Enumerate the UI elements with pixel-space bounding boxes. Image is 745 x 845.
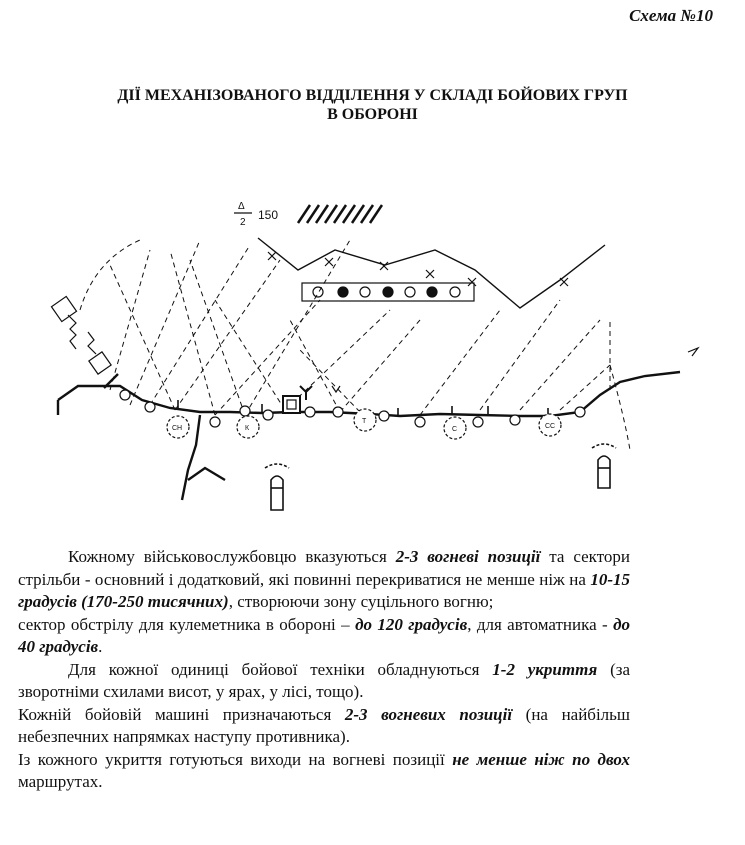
body-text	[18, 546, 630, 794]
fraction-top: Δ	[238, 201, 245, 212]
distance-label: 150	[258, 208, 279, 222]
wire-crosses	[268, 252, 568, 286]
paragraph-shelters: Для кожної одиниці бойової техніки обладнуються 1-2 укриття (за зворотніми схилами висот, у ярах, у лісі, тощо).	[18, 659, 630, 701]
direction-arrow	[688, 348, 698, 356]
paragraph-sectors: сектор обстрілу для кулеметника в обороні – до 120 градусів, для автоматника - до 40 градусів.	[18, 614, 631, 656]
command-posts	[51, 296, 111, 374]
position-label-t: Т	[362, 418, 367, 425]
title-line-2: В ОБОРОНІ	[327, 106, 418, 123]
defense-diagram	[0, 190, 745, 530]
mines	[313, 287, 460, 297]
title-line-1: ДІЇ МЕХАНІЗОВАНОГО ВІДДІЛЕННЯ У СКЛАДІ БОЙОВИХ ГРУП	[117, 87, 628, 104]
position-label-sn: СН	[172, 425, 183, 432]
firing-positions	[120, 390, 585, 427]
distance-marker	[234, 201, 278, 228]
hatch-marks	[298, 205, 382, 223]
paragraph-routes: Із кожного укриття готуються виходи на вогневі позиції не менше ніж по двох маршрутах.	[18, 749, 631, 791]
position-label-s: С	[452, 426, 458, 433]
schema-number: Схема №10	[629, 6, 713, 25]
position-label-k: К	[245, 425, 250, 432]
vehicle-shelters	[265, 444, 616, 510]
position-label-ss: СС	[545, 423, 556, 430]
paragraph-firing-positions: Кожному військовослужбовцю вказуються 2-3 вогневі позиції та сектори стрільби - основний і додатковий, які повинні перекриватися не менше ніж на 10-15 градусів (170-250 тисячних), створюючи зону суцільного вогню;	[18, 547, 631, 611]
paragraph-vehicle-positions: Кожній бойовій машині призначаються 2-3 вогневих позиції (на найбільш небезпечних напрямках наступу противника).	[18, 704, 631, 746]
fraction-bottom: 2	[240, 217, 246, 228]
page-title	[0, 86, 745, 124]
